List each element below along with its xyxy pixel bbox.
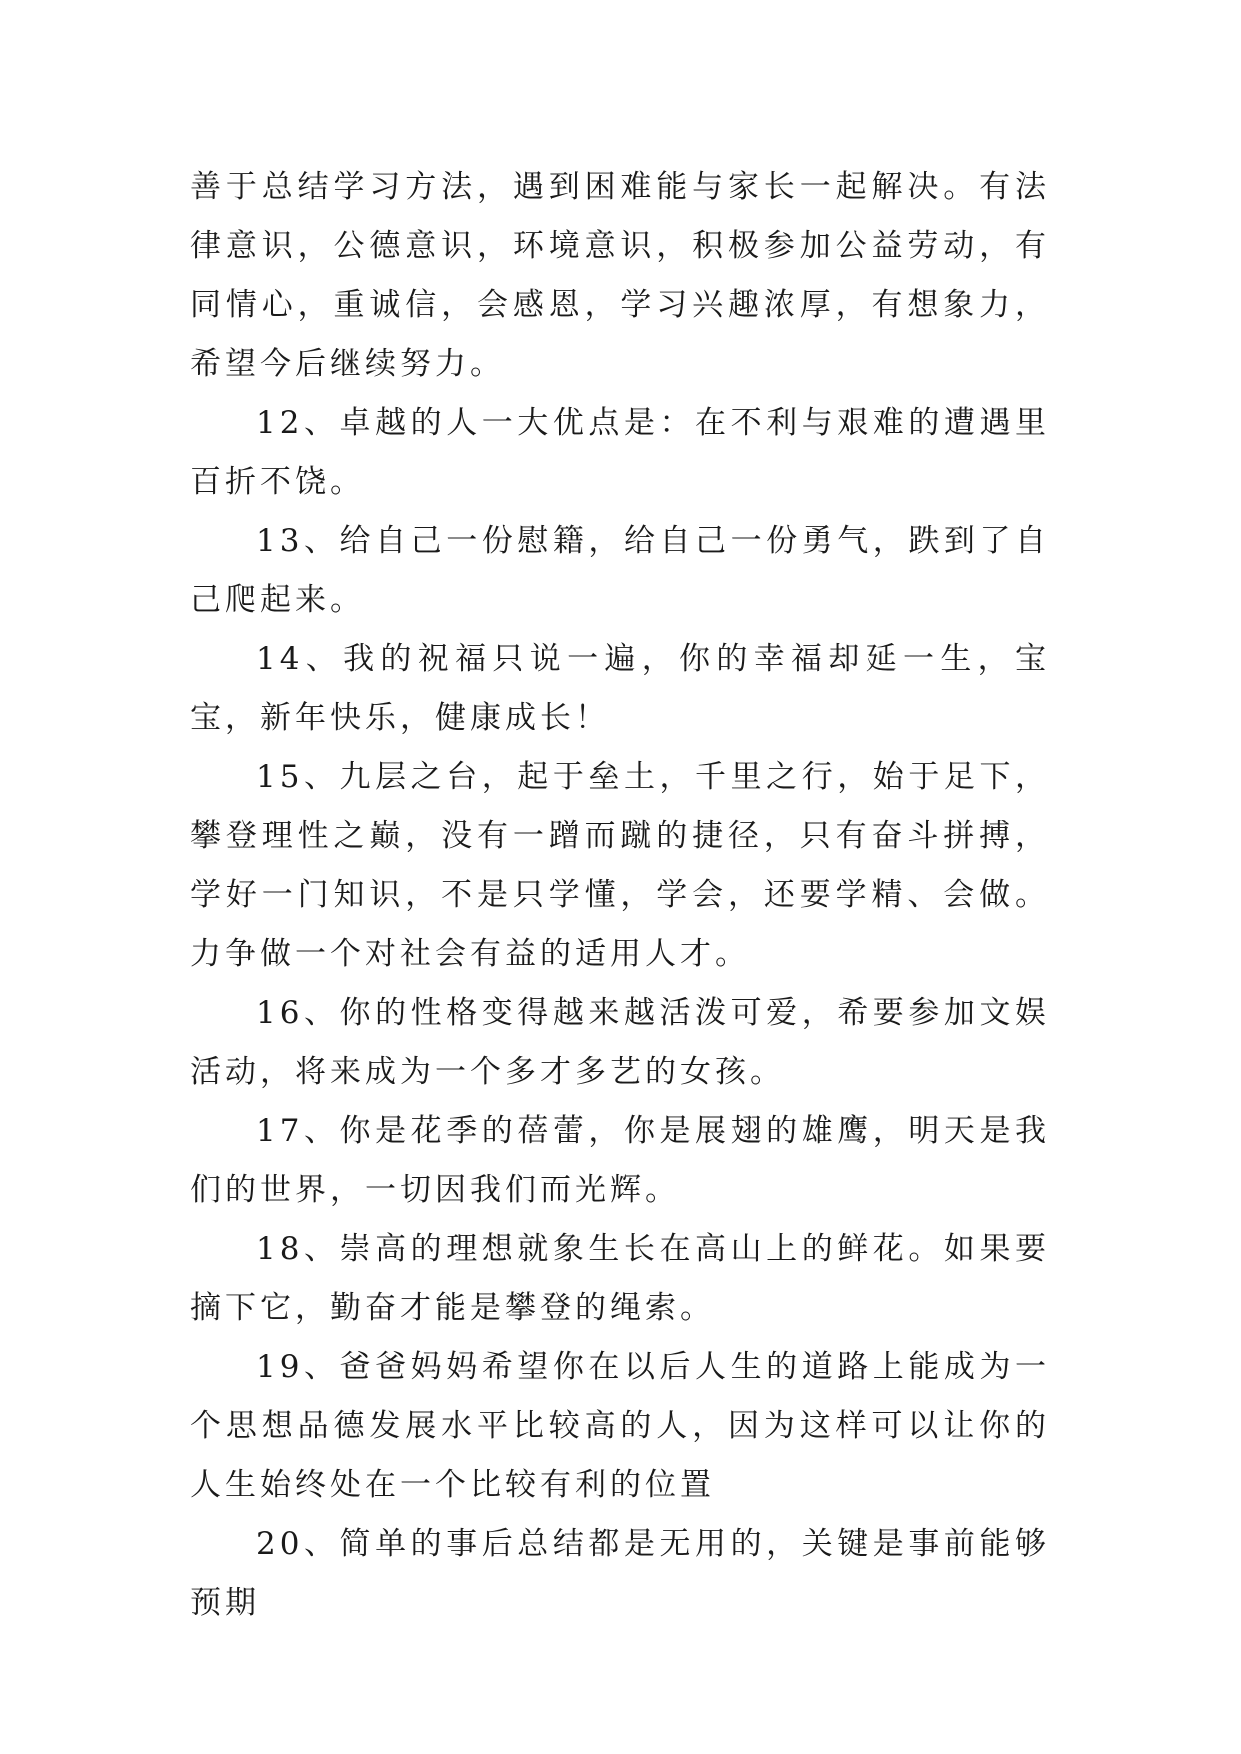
paragraph-item-16: 16、你的性格变得越来越活泼可爱，希要参加文娱活动，将来成为一个多才多艺的女孩。 xyxy=(190,995,1050,1090)
paragraph-continuation: 善于总结学习方法，遇到困难能与家长一起解决。有法律意识，公德意识，环境意识，积极参加公益劳动，有同情心，重诚信，会感恩，学习兴趣浓厚，有想象力，希望今后继续努力。 xyxy=(190,169,1050,382)
paragraph-item-20: 20、简单的事后总结都是无用的，关键是事前能够预期 xyxy=(190,1526,1050,1621)
paragraph-item-18: 18、崇高的理想就象生长在高山上的鲜花。如果要摘下它，勤奋才能是攀登的绳索。 xyxy=(190,1231,1050,1326)
paragraph-item-15: 15、九层之台，起于垒土，千里之行，始于足下，攀登理性之巅，没有一蹭而蹴的捷径，只有奋斗拼搏，学好一门知识，不是只学懂，学会，还要学精、会做。力争做一个对社会有益的适用人才。 xyxy=(190,759,1050,972)
document-body xyxy=(190,158,1050,1633)
paragraph-item-14: 14、我的祝福只说一遍，你的幸福却延一生，宝宝，新年快乐，健康成长！ xyxy=(190,641,1050,736)
paragraph-item-12: 12、卓越的人一大优点是：在不利与艰难的遭遇里百折不饶。 xyxy=(190,405,1050,500)
paragraph-item-19: 19、爸爸妈妈希望你在以后人生的道路上能成为一个思想品德发展水平比较高的人，因为这样可以让你的人生始终处在一个比较有利的位置 xyxy=(190,1349,1050,1503)
paragraph-item-13: 13、给自己一份慰籍，给自己一份勇气，跌到了自己爬起来。 xyxy=(190,523,1050,618)
paragraph-item-17: 17、你是花季的蓓蕾，你是展翅的雄鹰，明天是我们的世界，一切因我们而光辉。 xyxy=(190,1113,1050,1208)
